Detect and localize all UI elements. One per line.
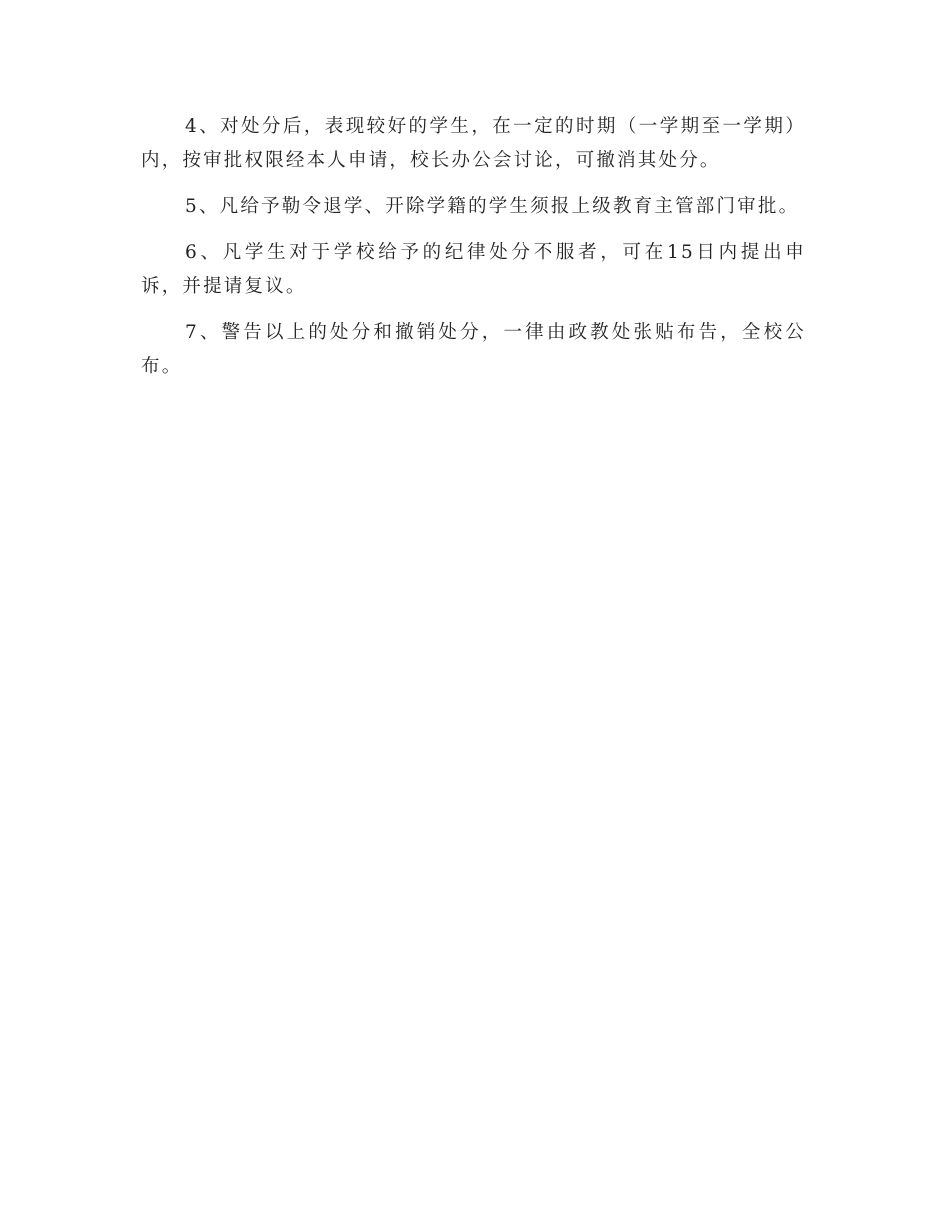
paragraph-item-5: 5、凡给予勒令退学、开除学籍的学生须报上级教育主管部门审批。 bbox=[185, 196, 800, 217]
paragraph-item-4: 4、对处分后，表现较好的学生，在一定的时期（一学期至一学期）内，按审批权限经本人申请，校长办公会讨论，可撤消其处分。 bbox=[141, 116, 806, 171]
paragraph-item-7: 7、警告以上的处分和撤销处分，一律由政教处张贴布告，全校公布。 bbox=[141, 322, 806, 377]
paragraph-item-6: 6、凡学生对于学校给予的纪律处分不服者，可在15日内提出申诉，并提请复议。 bbox=[141, 242, 806, 297]
document-body bbox=[141, 110, 806, 396]
